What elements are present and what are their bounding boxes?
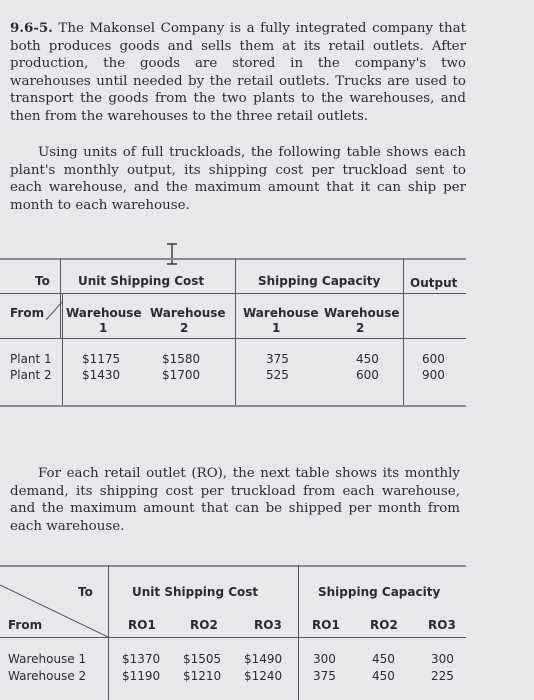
problem-paragraph-intro xyxy=(10,20,466,126)
capacity-header: Shipping Capacity xyxy=(318,585,441,599)
table-divider xyxy=(403,258,404,405)
from-label: From xyxy=(10,306,45,320)
table-divider xyxy=(60,258,61,338)
cost-warehouse-2-header: Warehouse xyxy=(150,306,226,320)
unit-cost-header: Unit Shipping Cost xyxy=(132,585,259,599)
cost-warehouse-1-header: Warehouse xyxy=(66,306,142,320)
warehouse-retail-table xyxy=(0,565,466,700)
w1-cap-ro1: 300 xyxy=(313,652,336,666)
w2-cap-ro2: 450 xyxy=(372,669,395,683)
w2-cost-ro2: $1210 xyxy=(183,669,222,683)
output-header: Output xyxy=(410,276,458,290)
cap-warehouse-2-header: Warehouse xyxy=(324,306,400,320)
w1-cap-ro3: 300 xyxy=(431,652,454,666)
intro-text: The Makonsel Company is a fully integrated company that both produces goods and sells them at its retail outlets. After production, the goods are stored in the company's two warehouses until needed by the retail outlets. Trucks are used to transport the goods from the two plants to the warehouses, and then from the warehouses to the three retail outlets. xyxy=(10,21,467,124)
warehouse-2-label: Warehouse 2 xyxy=(8,669,87,683)
to-label: To xyxy=(78,585,93,599)
cost-warehouse-2-num: 2 xyxy=(180,321,189,335)
cost-col-ro1: RO1 xyxy=(128,618,156,632)
problem-paragraph-table2-description: For each retail outlet (RO), the next table shows its monthly demand, its shipping cost per truckload from each warehouse, and the maximum amount that can be shipped per month from each warehouse. xyxy=(10,466,460,534)
table-divider xyxy=(298,565,299,700)
plant-2-label: Plant 2 xyxy=(10,368,52,382)
plant-1-label: Plant 1 xyxy=(10,352,52,366)
table-divider xyxy=(235,258,236,405)
cap-col-ro3: RO3 xyxy=(428,618,456,632)
cost-col-ro3: RO3 xyxy=(254,618,282,632)
cap-warehouse-1-header: Warehouse xyxy=(243,306,319,320)
problem-number: 9.6-5. xyxy=(10,20,53,36)
w2-cost-ro1: $1190 xyxy=(122,669,161,683)
plant-2-cost-w2: $1700 xyxy=(162,368,201,382)
w1-cost-ro3: $1490 xyxy=(244,652,283,666)
w2-cost-ro3: $1240 xyxy=(244,669,283,683)
cost-warehouse-1-num: 1 xyxy=(99,321,108,335)
w1-cap-ro2: 450 xyxy=(372,652,395,666)
cap-col-ro2: RO2 xyxy=(370,618,398,632)
plant-1-cap-w1: 375 xyxy=(266,352,289,366)
plant-1-output: 600 xyxy=(422,352,445,366)
unit-cost-header: Unit Shipping Cost xyxy=(78,274,205,288)
cost-col-ro2: RO2 xyxy=(190,618,218,632)
plant-2-output: 900 xyxy=(422,368,445,382)
plant-2-cap-w2: 600 xyxy=(356,368,379,382)
header-diagonal xyxy=(46,302,64,322)
plant-warehouse-table xyxy=(0,258,466,408)
w1-cost-ro1: $1370 xyxy=(122,652,161,666)
problem-paragraph-table1-description: Using units of full truckloads, the following table shows each plant's monthly output, its shipping cost per truckload sent to each warehouse, and the maximum amount that it can ship per month to each warehouse. xyxy=(10,145,466,213)
capacity-header: Shipping Capacity xyxy=(258,274,381,288)
w2-cap-ro3: 225 xyxy=(431,669,454,683)
table-rule xyxy=(0,258,466,260)
plant-1-cost-w1: $1175 xyxy=(82,352,121,366)
w1-cost-ro2: $1505 xyxy=(183,652,222,666)
w2-cap-ro1: 375 xyxy=(313,669,336,683)
from-label: From xyxy=(8,618,43,632)
plant-1-cost-w2: $1580 xyxy=(162,352,201,366)
plant-2-cost-w1: $1430 xyxy=(82,368,121,382)
warehouse-1-label: Warehouse 1 xyxy=(8,652,87,666)
cap-col-ro1: RO1 xyxy=(312,618,340,632)
plant-1-cap-w2: 450 xyxy=(356,352,379,366)
to-label: To xyxy=(35,274,50,288)
plant-2-cap-w1: 525 xyxy=(266,368,289,382)
table-rule xyxy=(0,293,466,294)
cap-warehouse-2-num: 2 xyxy=(356,321,365,335)
cap-warehouse-1-num: 1 xyxy=(272,321,281,335)
table-rule xyxy=(0,405,466,407)
table-rule xyxy=(0,338,466,339)
